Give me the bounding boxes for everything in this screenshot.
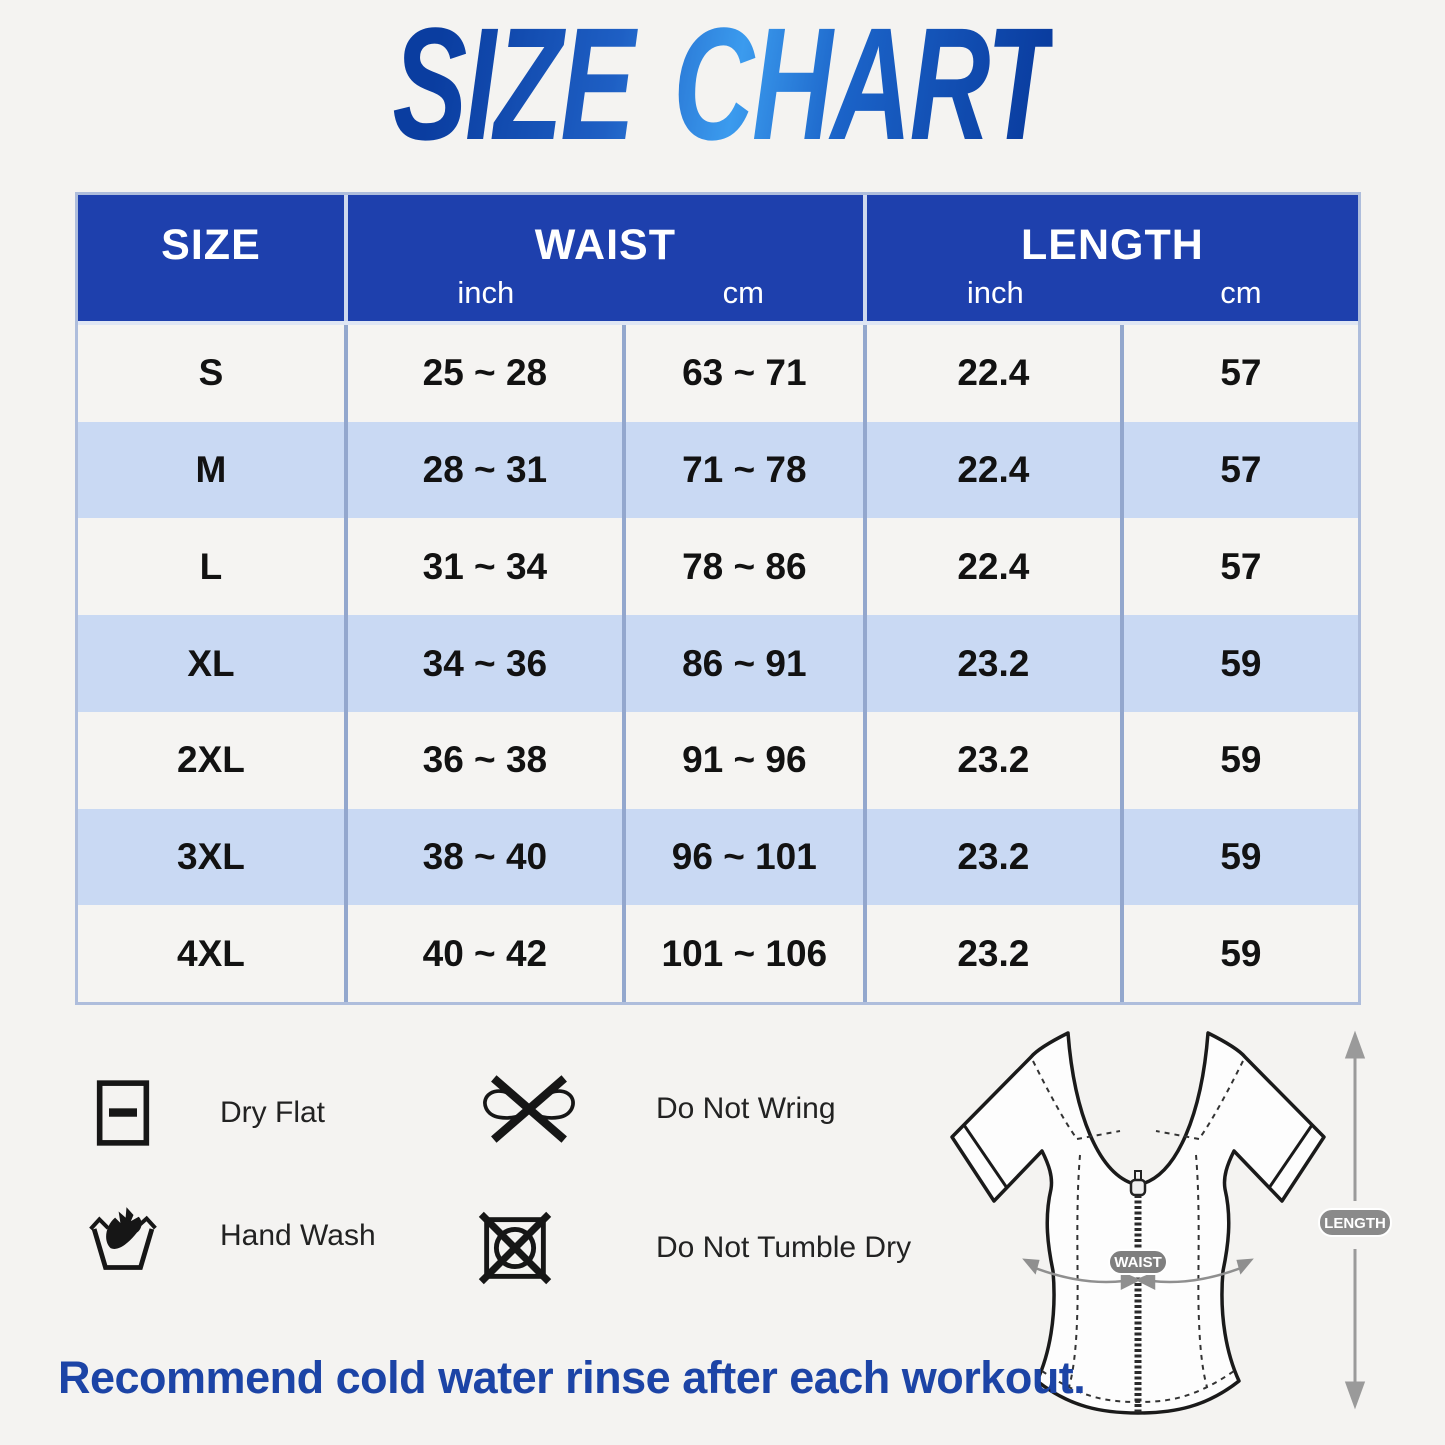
cell-size: 2XL bbox=[78, 712, 348, 809]
care-item-do-not-tumble-dry bbox=[470, 1208, 911, 1288]
cell-waist-inch: 34 ~ 36 bbox=[348, 615, 626, 712]
cell-waist-cm: 96 ~ 101 bbox=[626, 809, 867, 906]
care-label: Do Not Tumble Dry bbox=[656, 1231, 912, 1264]
care-label: Do Not Wring bbox=[656, 1092, 836, 1125]
care-label: Dry Flat bbox=[220, 1096, 325, 1129]
cell-length-cm: 59 bbox=[1220, 739, 1262, 781]
header-length-cm: cm bbox=[1220, 275, 1262, 310]
cell-size: L bbox=[78, 518, 348, 615]
table-row bbox=[78, 615, 1358, 712]
table-row bbox=[78, 325, 1358, 422]
care-item-do-not-wring bbox=[470, 1072, 836, 1146]
cell-size: XL bbox=[78, 615, 348, 712]
cell-waist-cm: 86 ~ 91 bbox=[626, 615, 867, 712]
cell-waist-inch: 31 ~ 34 bbox=[348, 518, 626, 615]
header-waist-label: WAIST bbox=[534, 221, 676, 269]
cell-length-inch: 22.4 bbox=[867, 422, 1124, 519]
cell-length-inch: 22.4 bbox=[867, 518, 1124, 615]
cell-size: M bbox=[78, 422, 348, 519]
cell-waist-cm: 101 ~ 106 bbox=[626, 905, 867, 1002]
cell-length-inch: 23.2 bbox=[867, 615, 1124, 712]
care-item-hand-wash bbox=[88, 1190, 376, 1282]
cell-waist-cm: 78 ~ 86 bbox=[626, 518, 867, 615]
cell-waist-cm: 71 ~ 78 bbox=[626, 422, 867, 519]
cell-length-cm: 59 bbox=[1220, 642, 1262, 684]
header-waist bbox=[348, 195, 867, 321]
cell-size: 4XL bbox=[78, 905, 348, 1002]
cell-size: 3XL bbox=[78, 809, 348, 906]
table-body bbox=[78, 325, 1358, 1002]
do-not-tumble-dry-icon bbox=[470, 1209, 656, 1287]
cell-waist-inch: 28 ~ 31 bbox=[348, 422, 626, 519]
length-pill bbox=[1319, 1209, 1391, 1236]
cell-length-cm: 57 bbox=[1220, 545, 1262, 587]
care-label: Hand Wash bbox=[220, 1219, 376, 1252]
cell-waist-inch: 40 ~ 42 bbox=[348, 905, 626, 1002]
cell-length-inch: 22.4 bbox=[867, 325, 1124, 422]
cell-length-cm: 57 bbox=[1220, 352, 1262, 394]
length-pill-label: LENGTH bbox=[1324, 1215, 1386, 1232]
table-header-row bbox=[78, 195, 1358, 325]
table-row bbox=[78, 518, 1358, 615]
table-row bbox=[78, 712, 1358, 809]
cell-length-cm: 59 bbox=[1220, 932, 1262, 974]
cell-waist-inch: 38 ~ 40 bbox=[348, 809, 626, 906]
waist-pill-label: WAIST bbox=[1114, 1254, 1162, 1271]
header-size-label: SIZE bbox=[161, 221, 261, 269]
cell-waist-cm: 63 ~ 71 bbox=[626, 325, 867, 422]
header-length-label: LENGTH bbox=[1021, 221, 1204, 269]
cell-size: S bbox=[78, 325, 348, 422]
hand-wash-icon bbox=[88, 1191, 220, 1281]
cell-waist-inch: 25 ~ 28 bbox=[348, 325, 626, 422]
cell-waist-cm: 91 ~ 96 bbox=[626, 712, 867, 809]
cell-length-inch: 23.2 bbox=[867, 905, 1124, 1002]
cell-length-cm: 59 bbox=[1220, 835, 1262, 877]
care-item-dry-flat bbox=[95, 1078, 325, 1148]
cell-length-inch: 23.2 bbox=[867, 712, 1124, 809]
cell-length-inch: 23.2 bbox=[867, 809, 1124, 906]
size-table bbox=[75, 192, 1361, 1005]
do-not-wring-icon bbox=[470, 1071, 656, 1147]
header-waist-cm: cm bbox=[722, 275, 764, 310]
header-length bbox=[867, 195, 1358, 321]
header-length-inch: inch bbox=[966, 275, 1024, 310]
waist-pill bbox=[1109, 1250, 1167, 1274]
table-row bbox=[78, 422, 1358, 519]
header-size bbox=[78, 195, 348, 321]
cell-length-cm: 57 bbox=[1220, 449, 1262, 491]
table-row bbox=[78, 809, 1358, 906]
table-row bbox=[78, 905, 1358, 1002]
cell-waist-inch: 36 ~ 38 bbox=[348, 712, 626, 809]
page-title-text: SIZE CHART bbox=[392, 0, 1053, 173]
care-note: Recommend cold water rinse after each workout. bbox=[58, 1352, 1086, 1403]
page-title bbox=[0, 0, 1445, 175]
header-waist-inch: inch bbox=[457, 275, 515, 310]
dry-flat-icon bbox=[95, 1078, 220, 1148]
